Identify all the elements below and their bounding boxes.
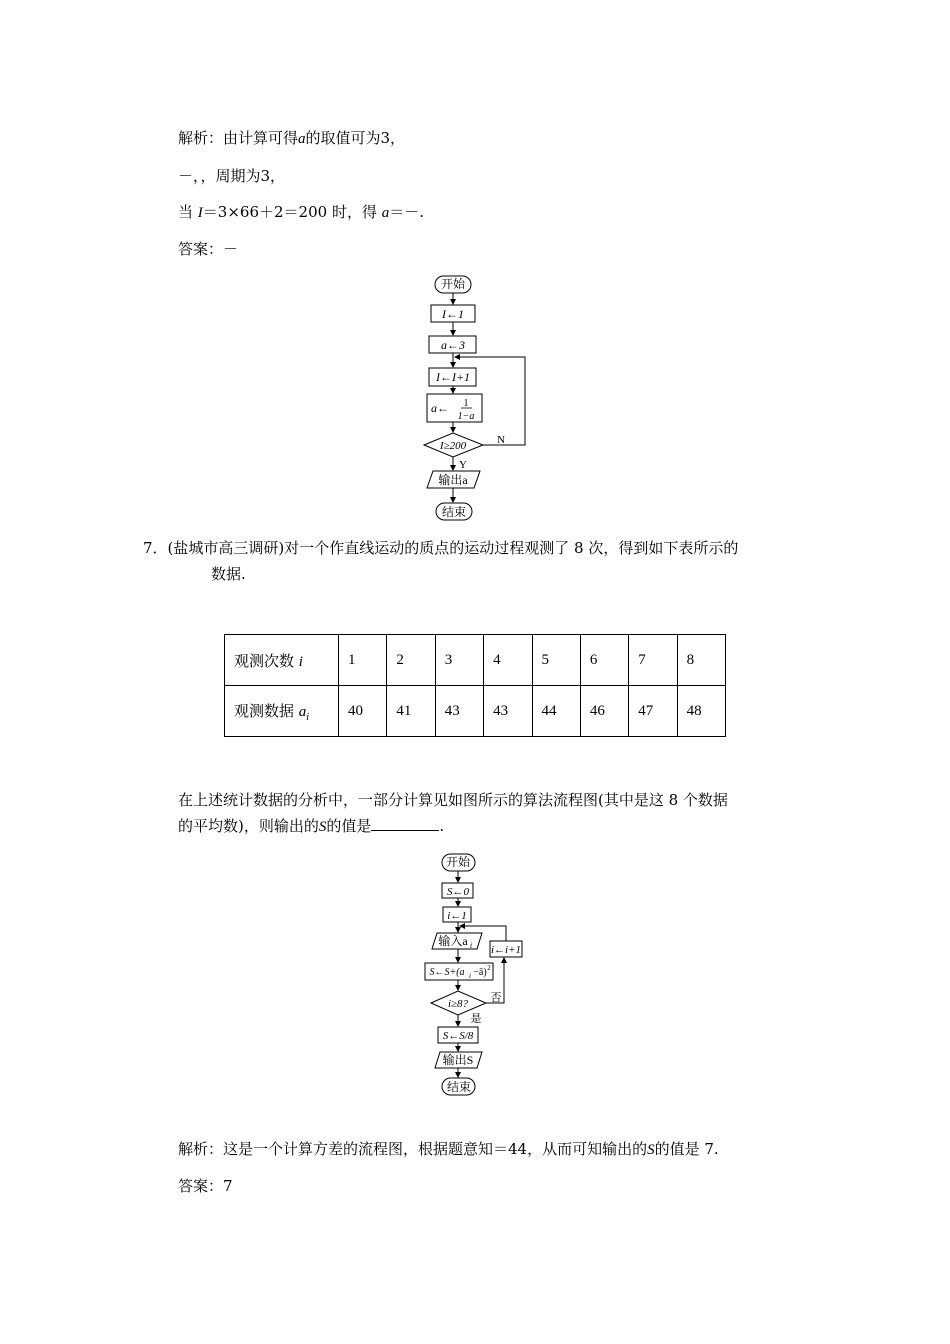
problem7-line1: 7．(盐城市高三调研)对一个作直线运动的质点的运动过程观测了 8 次，得到如下表所示的 xyxy=(143,539,739,557)
question-line2-pre: 的平均数)，则输出的 xyxy=(178,817,319,835)
analysis1-line1 xyxy=(178,128,405,149)
fc2-divide-text: S←S/8 xyxy=(442,1030,474,1042)
fc1-init-i-text: I←1 xyxy=(442,307,464,321)
fc1-assign-text: a← xyxy=(431,401,449,415)
question-var-s: S xyxy=(318,819,327,835)
fc2-incr-text: i←i+1 xyxy=(490,944,522,956)
fc2-input-sub: i xyxy=(469,941,473,950)
analysis1-var-a2: a xyxy=(381,205,390,221)
table-cell: 4 xyxy=(484,635,532,686)
table-cell: 41 xyxy=(387,686,435,737)
table-cell: 5 xyxy=(532,635,580,686)
fc1-incr-text: I←I+1 xyxy=(435,370,471,384)
fc1-start-text: 开始 xyxy=(440,277,466,291)
fc2-accum-tail: −ā) xyxy=(473,967,487,978)
fc2-no-label: 否 xyxy=(490,992,502,1004)
table-row xyxy=(225,635,726,686)
table-cell: 40 xyxy=(339,686,387,737)
table-cell: 3 xyxy=(435,635,483,686)
analysis1-line3-mid: ＝3×66＋2＝200 时，得 xyxy=(202,203,377,221)
analysis1-line3-post: ＝－. xyxy=(389,203,425,221)
fc2-start-text: 开始 xyxy=(445,855,471,869)
table-row2-label: 观测数据 xyxy=(234,701,295,720)
table-cell: 1 xyxy=(339,635,387,686)
observation-table xyxy=(224,634,726,737)
flowchart-2 xyxy=(415,850,535,1100)
fc2-output-text: 输出S xyxy=(442,1053,474,1067)
analysis1-var-a: a xyxy=(298,131,306,147)
fc2-init-s-text: S←0 xyxy=(447,886,469,898)
fc2-accum-text: S←S+(a xyxy=(429,967,465,978)
analysis1-line3-pre: 当 xyxy=(178,203,194,221)
fc1-init-a-text: a←3 xyxy=(441,338,465,352)
analysis1-answer: 答案：－ xyxy=(178,240,239,258)
table-row2-var: a xyxy=(298,703,307,720)
analysis1-line3 xyxy=(178,202,424,223)
question-line1: 在上述统计数据的分析中，一部分计算见如图所示的算法流程图(其中是这 8 个数据 xyxy=(178,791,728,809)
table-header-count xyxy=(225,635,339,686)
analysis1-line2: －，，周期为3， xyxy=(178,167,286,185)
fc2-accum-sub: i xyxy=(469,972,471,980)
table-row xyxy=(225,686,726,737)
fc1-end-text: 结束 xyxy=(441,505,467,519)
table-cell: 43 xyxy=(435,686,483,737)
analysis2-var-s: S xyxy=(647,1142,655,1158)
table-cell: 47 xyxy=(629,686,677,737)
question-line2-post: 的值是 xyxy=(326,817,372,835)
table-header-data xyxy=(225,686,339,737)
table-cell: 8 xyxy=(677,635,725,686)
fc1-frac-den: 1−a xyxy=(457,411,475,422)
table-row2-sub: i xyxy=(306,711,310,723)
table-cell: 46 xyxy=(580,686,628,737)
analysis1-line1-pre: 解析：由计算可得 xyxy=(178,129,299,147)
table-row1-label: 观测次数 xyxy=(234,651,295,670)
table-cell: 6 xyxy=(580,635,628,686)
question-line2 xyxy=(178,816,444,837)
analysis1-var-i: I xyxy=(197,205,203,221)
analysis2-line-pre: 解析：这是一个计算方差的流程图，根据题意知＝44，从而可知输出的 xyxy=(178,1140,648,1158)
table-cell: 43 xyxy=(484,686,532,737)
analysis2-answer: 答案：7 xyxy=(178,1177,233,1195)
problem7-line2: 数据. xyxy=(211,565,246,583)
fc2-yes-label: 是 xyxy=(470,1013,482,1025)
table-cell: 2 xyxy=(387,635,435,686)
fc2-init-i-text: i←1 xyxy=(447,910,467,922)
table-cell: 48 xyxy=(677,686,725,737)
question-line2-end: . xyxy=(439,817,445,835)
fc2-end-text: 结束 xyxy=(446,1080,472,1094)
fc2-accum-sup: 2 xyxy=(487,964,491,972)
analysis2-line xyxy=(178,1139,719,1160)
flowchart-1 xyxy=(410,272,540,524)
table-cell: 44 xyxy=(532,686,580,737)
fc2-input-text: 输入a xyxy=(438,934,468,948)
fc1-no-label: N xyxy=(497,434,505,446)
analysis2-line-post: 的值是 7. xyxy=(654,1140,719,1158)
fc1-output-text: 输出a xyxy=(438,473,468,487)
fc1-cond-text: I≥200 xyxy=(439,440,467,452)
fc1-yes-label: Y xyxy=(459,459,467,471)
table-cell: 7 xyxy=(629,635,677,686)
fc1-frac-num: 1 xyxy=(463,398,469,409)
answer-blank xyxy=(371,816,439,831)
analysis1-line1-post: 的取值可为3， xyxy=(305,129,406,147)
fc2-cond-text: i≥8? xyxy=(447,998,469,1010)
table-row1-var: i xyxy=(298,653,303,670)
